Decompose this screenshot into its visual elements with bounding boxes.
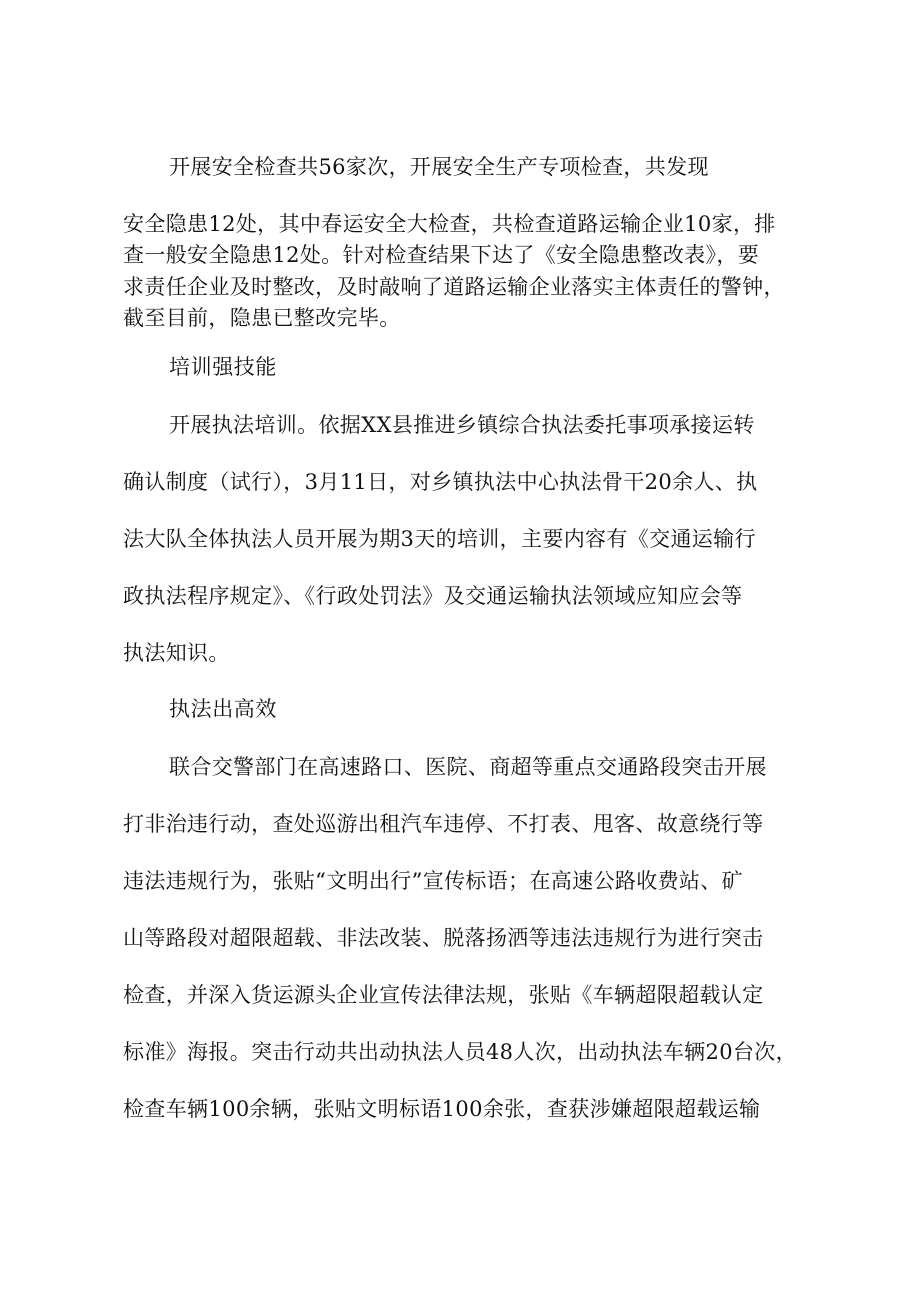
paragraph-2-line-3: 法大队全体执法人员开展为期3天的培训，主要内容有《交通运输行 <box>123 527 756 551</box>
paragraph-3-line-7: 检查车辆100余辆，张贴文明标语100余张，查获涉嫌超限超载运输 <box>123 1097 761 1121</box>
section-heading-training: 培训强技能 <box>169 355 277 379</box>
paragraph-1-line-2: 安全隐患12处，其中春运安全大检查，共检查道路运输企业10家，排 <box>123 212 776 236</box>
paragraph-1-line-4: 求责任企业及时整改，及时敲响了道路运输企业落实主体责任的警钟， <box>123 275 785 299</box>
paragraph-3-line-5: 检查，并深入货运源头企业宣传法律法规，张贴《车辆超限超载认定 <box>123 983 764 1007</box>
paragraph-1-line-5: 截至目前，隐患已整改完毕。 <box>123 306 401 330</box>
paragraph-1-line-1: 开展安全检查共56家次，开展安全生产专项检查，共发现 <box>169 155 709 179</box>
section-heading-enforcement: 执法出高效 <box>169 697 277 721</box>
paragraph-2-line-1: 开展执法培训。依据XX县推进乡镇综合执法委托事项承接运转 <box>169 413 755 437</box>
paragraph-2-line-4: 政执法程序规定》、《行政处罚法》及交通运输执法领域应知应会等 <box>123 584 743 608</box>
paragraph-3-line-2: 打非治违行动，查处巡游出租汽车违停、不打表、甩客、故意绕行等 <box>123 812 764 836</box>
paragraph-3-line-3: 违法违规行为，张贴“文明出行”宣传标语；在高速公路收费站、矿 <box>123 869 743 893</box>
paragraph-2-line-5: 执法知识。 <box>123 641 230 665</box>
paragraph-2-line-2: 确认制度（试行），3月11日，对乡镇执法中心执法骨干20余人、执 <box>123 470 758 494</box>
paragraph-3-line-4: 山等路段对超限超载、非法改装、脱落扬洒等违法违规行为进行突击 <box>123 926 764 950</box>
paragraph-1-line-3: 查一般安全隐患12处。针对检查结果下达了《安全隐患整改表》，要 <box>123 243 760 267</box>
paragraph-3-line-6: 标准》海报。突击行动共出动执法人员48人次，出动执法车辆20台次， <box>123 1040 797 1064</box>
paragraph-3-line-1: 联合交警部门在高速路口、医院、商超等重点交通路段突击开展 <box>169 755 767 779</box>
